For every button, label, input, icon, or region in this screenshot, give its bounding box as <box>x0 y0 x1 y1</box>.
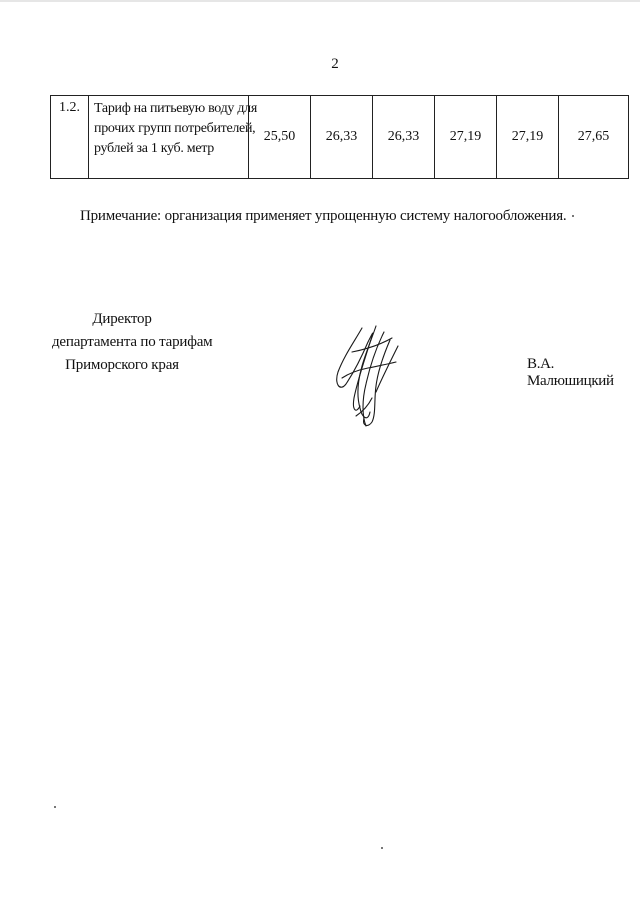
scan-speck <box>381 847 383 849</box>
tariff-value: 27,19 <box>435 96 497 179</box>
scan-top-edge <box>0 0 640 2</box>
tariff-value: 26,33 <box>373 96 435 179</box>
position-line: Приморского края <box>65 357 179 373</box>
position-line: департамента по тарифам <box>52 334 213 350</box>
tariff-value: 27,65 <box>559 96 629 179</box>
row-index: 1.2. <box>51 96 89 179</box>
tariff-value: 26,33 <box>311 96 373 179</box>
tariff-value: 25,50 <box>249 96 311 179</box>
position-line: Директор <box>92 311 152 327</box>
tariff-table <box>50 95 629 179</box>
page-number: 2 <box>331 56 339 72</box>
scan-speck <box>572 215 574 217</box>
table-row <box>51 96 629 179</box>
row-name <box>89 96 257 179</box>
note-text: Примечание: организация применяет упрощенную систему налогообложения. <box>80 208 567 224</box>
row-name-line: рублей за 1 куб. метр <box>94 141 214 156</box>
scan-speck <box>54 806 56 808</box>
signer-name: В.А. Малюшицкий <box>527 356 614 389</box>
handwritten-signature <box>332 322 408 430</box>
row-name-line: прочих групп потребителей, <box>94 121 256 136</box>
row-name-line: Тариф на питьевую воду для <box>94 101 257 116</box>
signer-position <box>52 308 213 377</box>
tariff-value: 27,19 <box>497 96 559 179</box>
